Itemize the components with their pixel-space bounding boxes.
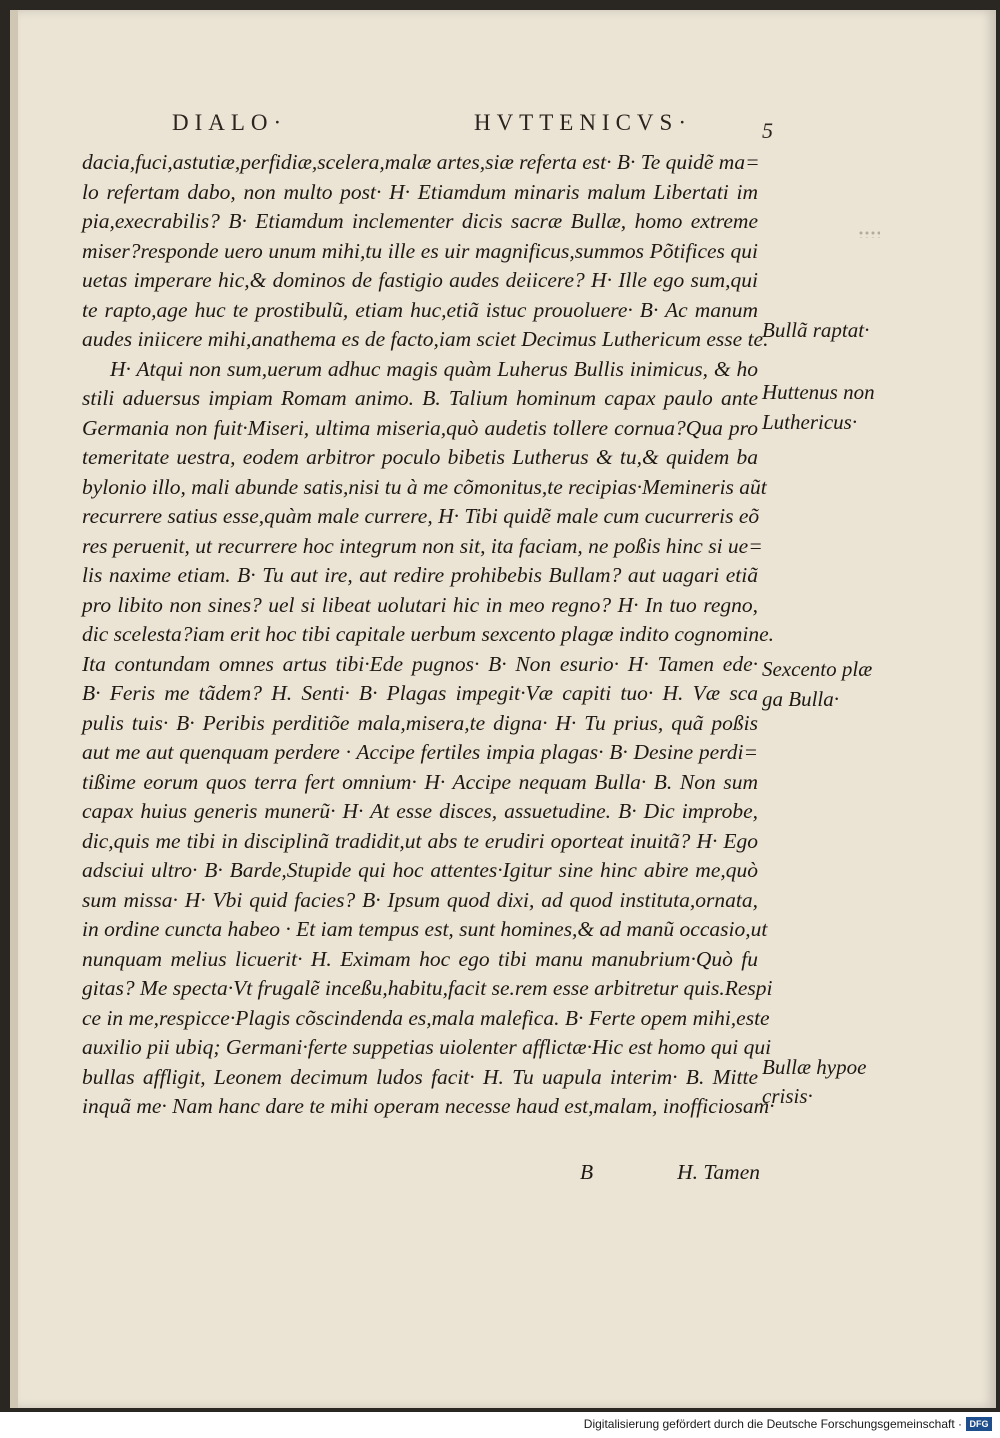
marginal-note: Bullæ hypoe — [762, 1055, 867, 1079]
text-line: aut me aut quenquam perdere · Accipe fertiles impia plagas· B· Desine perdi= — [82, 740, 758, 764]
body-text — [82, 148, 775, 1122]
marginal-note: ga Bulla· — [762, 687, 839, 711]
catchword-line — [580, 1160, 760, 1185]
page-number: 5 — [762, 118, 773, 143]
text-line: pulis tuis· B· Peribis perditiõe mala,misera,te digna· H· Tu prius, quã poßis — [82, 710, 758, 735]
text-line: temeritate uestra, eodem arbitror poculo bibetis Lutherus & tu,& quidem ba — [82, 445, 758, 469]
running-head — [172, 110, 692, 136]
catchword: H. Tamen — [677, 1160, 760, 1184]
text-line: tißime eorum quos terra fert omnium· H· Accipe nequam Bulla· B. Non sum — [82, 769, 758, 794]
text-line: lis naxime etiam. B· Tu aut ire, aut redire prohibebis Bullam? aut uagari etiã — [82, 563, 758, 587]
text-line: uetas imperare hic,& dominos de fastigio audes deiicere? H· Ille ego sum,qui — [82, 268, 758, 292]
text-line: inquã me· Nam hanc dare te mihi operam necesse haud est,malam, inofficiosam· — [82, 1094, 775, 1118]
dfg-logo-icon: DFG — [966, 1417, 992, 1431]
text-line: te rapto,age huc te prostibulũ, etiam huc,etiã istuc prouoluere· B· Ac manum — [82, 297, 758, 322]
text-line: nunquam melius licuerit· H. Eximam hoc ego tibi manu manubrium·Quò fu — [82, 946, 758, 971]
text-line: capax huius generis munerũ· H· At esse disces, assuetudine. B· Dic improbe, — [82, 799, 758, 823]
marginal-note: crisis· — [762, 1084, 813, 1108]
footer-credit: Digitalisierung gefördert durch die Deutsche Forschungsgemeinschaft · — [583, 1417, 962, 1431]
marginal-note: Bullã raptat· — [762, 318, 870, 342]
text-line: dic scelesta?iam erit hoc tibi capitale uerbum sexcento plagæ indito cognomine. — [82, 622, 775, 646]
text-line: Germania non fuit·Miseri, ultima miseria,quò audetis tollere cornua?Qua pro — [82, 415, 758, 440]
text-line: ce in me,respicce·Plagis cõscindenda es,mala malefica. B· Ferte opem mihi,este — [82, 1005, 770, 1030]
ink-speck — [858, 230, 880, 238]
text-line: H· Atqui non sum,uerum adhuc magis quàm Luherus Bullis inimicus, & ho — [110, 356, 758, 381]
signature-mark: B — [580, 1160, 594, 1184]
text-line: miser?responde uero unum mihi,tu ille es uir magnificus,summos Põtifices qui — [82, 238, 758, 263]
text-line: pia,execrabilis? B· Etiamdum inclementer dicis sacræ Bullæ, homo extreme — [82, 209, 758, 233]
text-line: in ordine cuncta habeo · Et iam tempus est, sunt homines,& ad manũ occasio,ut — [82, 917, 768, 941]
running-head-left: DIALO· — [172, 110, 288, 135]
text-line: res peruenit, ut recurrere hoc integrum non sit, ita faciam, ne poßis hinc si ue= — [82, 533, 763, 558]
text-line: dacia,fuci,astutiæ,perfidiæ,scelera,malæ artes,siæ referta est· B· Te quidẽ ma= — [82, 150, 760, 174]
marginal-note: Huttenus non — [762, 380, 875, 404]
text-line: bylonio illo, mali abunde satis,nisi tu à me cõmonitus,te recipias·Memineris aũt — [82, 474, 767, 499]
text-line: recurrere satius esse,quàm male currere, H· Tibi quidẽ male cum cucurreris eõ — [82, 504, 760, 528]
text-line: lo refertam dabo, non multo post· H· Etiamdum minaris malum Libertati im — [82, 179, 758, 204]
footer-bar — [0, 1412, 1000, 1438]
text-line: auxilio pii ubiq; Germani·ferte suppetias uiolenter afflictæ·Hic est homo qui qui — [82, 1035, 772, 1059]
text-line: adsciui ultro· B· Barde,Stupide qui hoc attentes·Igitur sine hinc abire me,quò — [82, 858, 758, 882]
running-head-right: HVTTENICVS· — [473, 110, 692, 135]
marginal-note: Luthericus· — [762, 410, 858, 434]
text-line: B· Feris me tãdem? H. Senti· B· Plagas impegit·Væ capiti tuo· H. Væ sca — [82, 681, 758, 705]
text-line: stili aduersus impiam Romam animo. B. Talium hominum capax paulo ante — [82, 386, 758, 410]
text-line: audes iniicere mihi,anathema es de facto,iam sciet Decimus Luthericum esse te. — [82, 327, 769, 351]
text-line: Ita contundam omnes artus tibi·Ede pugnos· B· Non esurio· H· Tamen ede· — [82, 651, 758, 676]
text-line: pro libito non sines? uel si libeat uolutari hic in meo regno? H· In tuo regno, — [82, 592, 758, 617]
text-line: bullas affligit, Leonem decimum ludos facit· H. Tu uapula interim· B. Mitte — [82, 1064, 758, 1089]
text-line: dic,quis me tibi in disciplinã tradidit,ut abs te erudiri oporteat inuitã? H· Ego — [82, 828, 758, 853]
marginal-note: Sexcento plæ — [762, 657, 873, 681]
text-line: gitas? Me specta·Vt frugalẽ inceßu,habitu,facit se.rem esse arbitretur quis.Respi — [82, 976, 773, 1000]
text-line: sum missa· H· Vbi quid facies? B· Ipsum quod dixi, ad quod instituta,ornata, — [82, 887, 758, 912]
